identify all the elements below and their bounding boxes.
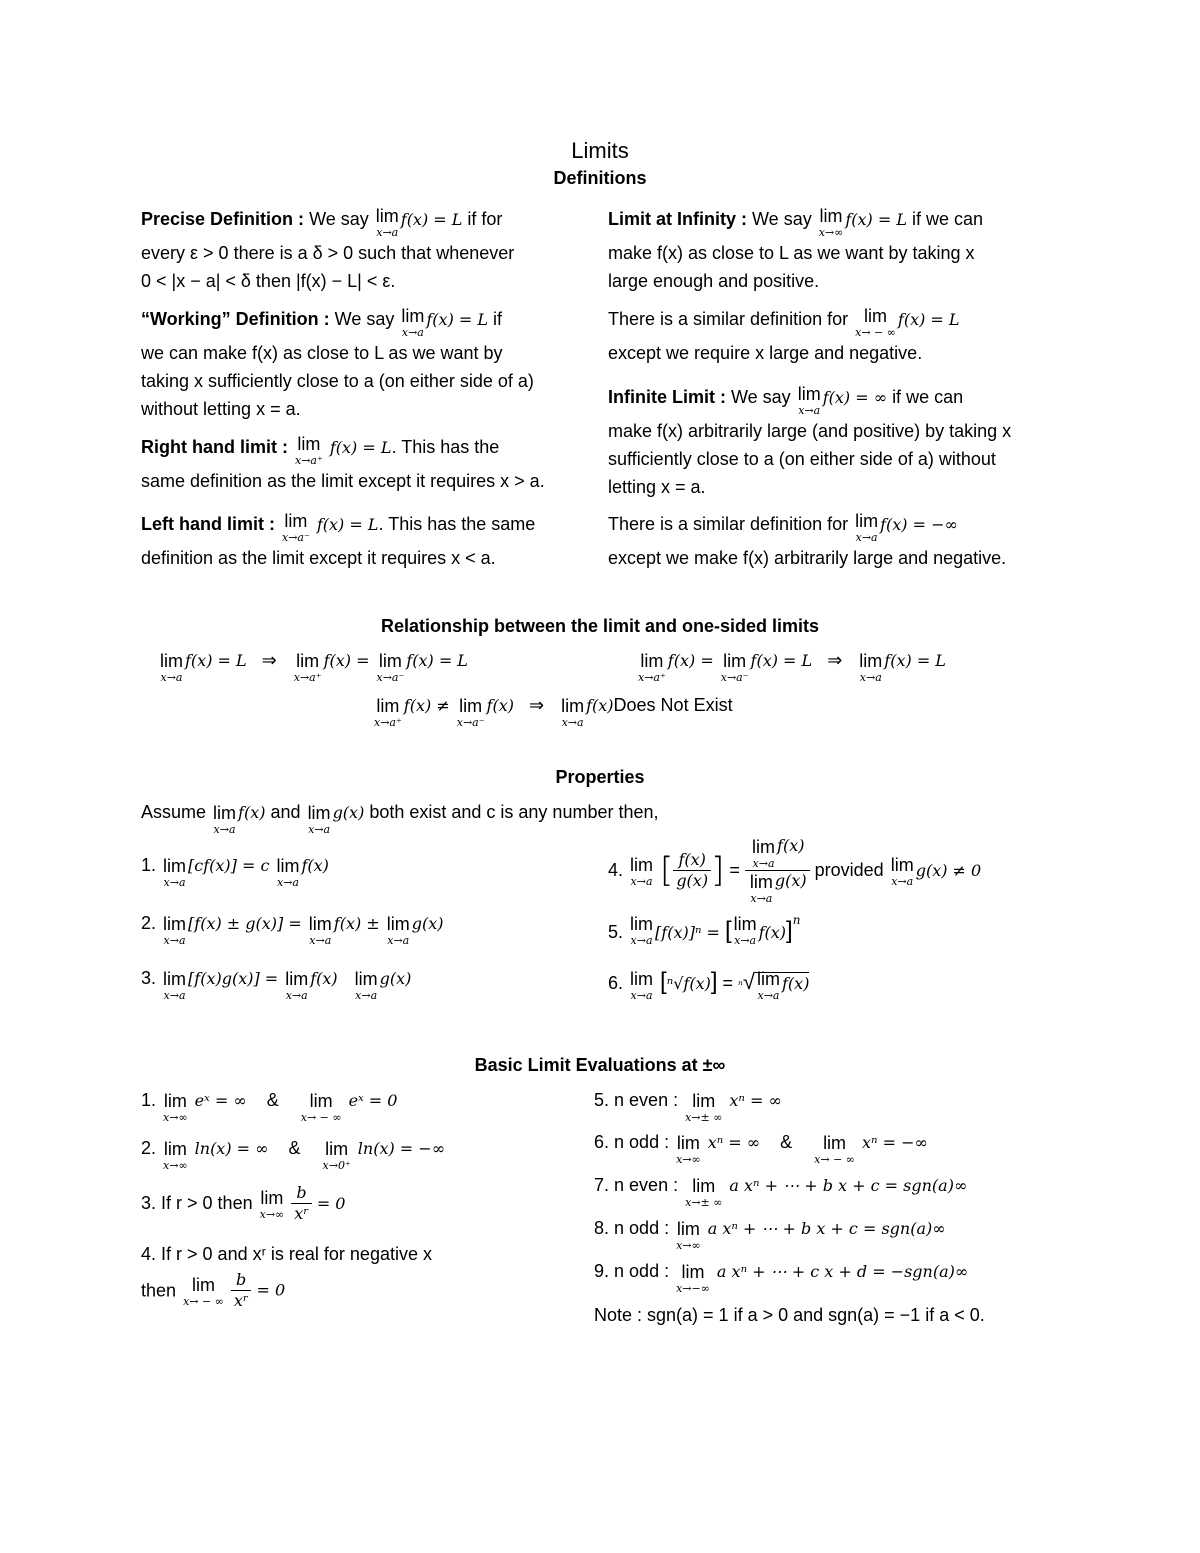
similar-definition-negative-infinity [608,305,960,367]
b2-e2: ln(x) = −∞ [357,1139,446,1158]
p4-rden: g(x) [774,871,807,890]
rel2-e1: f(x) = [667,651,714,670]
rel2-e2: f(x) = L [750,651,813,670]
lim-sub: x→± ∞ [685,1111,723,1124]
similar-definition-negative-infinite [608,510,1006,572]
basic-8 [594,1218,946,1252]
p4-rnum: f(x) [777,836,805,855]
b5-pre: n even : [614,1090,679,1110]
left-expr: f(x) = L. [316,515,384,534]
lim-sub: x→a⁻ [282,531,310,544]
p3-rhs: g(x) [379,969,412,988]
lim-word: lim [191,1274,215,1295]
lim-sub: x→a [752,857,775,870]
lim-word: lim [676,1133,700,1153]
lim-word: lim [797,384,821,404]
item-number: 1. [141,855,157,875]
b3-pre: If r > 0 then [161,1193,253,1213]
b6-pre: n odd : [614,1132,670,1152]
left-hand-limit [141,510,535,572]
ampersand: & [266,1090,279,1110]
rel3-e1: f(x) ≠ [403,696,450,715]
p6-root-index: ⁿ [738,978,743,992]
rel2-e3: f(x) = L [884,651,946,670]
b4-post: = 0 [256,1280,286,1300]
infinity-pre: We say [752,209,812,229]
lim-word: lim [308,914,332,934]
lim-word: lim [630,854,654,875]
lim-word: lim [692,1091,716,1111]
lim-word: lim [284,511,308,531]
assume-e2: g(x) [332,803,365,822]
left-label: Left hand limit : [141,514,275,534]
relationship-row-2 [636,650,946,684]
b3-fden: xʳ [291,1203,312,1224]
lim-sub: x→a [163,934,186,947]
implies-arrow: ⇒ [261,650,277,670]
lim-sub: x→a [308,823,331,836]
working-line3: taking x sufficiently close to a (on either side of a) [141,371,534,391]
lim-sub: x→a [285,989,308,1002]
similar2-pre: There is a similar definition for [608,514,849,534]
left-bracket: [ [660,850,674,891]
lim-sub: x→∞ [163,1111,188,1124]
assume-e1: f(x) [238,803,266,822]
p1-lhs: [cf(x)] = c [188,856,270,875]
lim-sub: x→0⁺ [322,1159,351,1172]
left-line2: definition as the limit except it requires x < a. [141,548,496,568]
lim-word: lim [260,1187,284,1208]
infinity-label: Limit at Infinity : [608,209,747,229]
b7-pre: n even : [614,1175,679,1195]
lim-word: lim [561,696,585,716]
infinity-line2: make f(x) as close to L as we want by taking x [608,243,975,263]
right-label: Right hand limit : [141,437,288,457]
right-line2: same definition as the limit except it requires x > a. [141,471,545,491]
b9-pre: n odd : [614,1261,670,1281]
lim-word: lim [285,969,309,989]
p3-lhs: [f(x)g(x)] = [188,969,279,988]
p5-rhs: f(x) [758,923,787,942]
lim-word: lim [309,1091,333,1111]
lim-sub: x→a⁻ [376,671,405,684]
right-expr: f(x) = L. [329,438,397,457]
item-number: 1. [141,1090,157,1110]
lim-sub: x→a⁺ [638,671,666,684]
lim-sub: x→a [160,671,183,684]
lim-sub: x→a⁻ [720,671,749,684]
precise-label: Precise Definition : [141,209,305,229]
lim-word: lim [890,854,914,875]
lim-sub: x→∞ [818,226,844,239]
lim-word: lim [752,837,776,857]
item-number: 3. [141,1193,157,1213]
lim-sub: x→ − ∞ [183,1294,224,1308]
rel1-e3: f(x) = L [406,651,468,670]
right-bracket: ] [710,968,718,995]
rel3-e2: f(x) [486,696,514,715]
basic-2 [141,1138,445,1172]
lim-word: lim [459,696,483,716]
item-number: 6. [608,973,624,993]
working-label: “Working” Definition : [141,309,330,329]
infinite-line2: make f(x) arbitrarily large (and positive) by taking x [608,421,1012,441]
working-rest: if [493,309,503,329]
lim-sub: x→ − ∞ [814,1153,855,1166]
lim-word: lim [640,651,664,671]
lim-sub: x→a [276,876,299,889]
b3-fnum: b [296,1183,307,1202]
lim-sub: x→a⁻ [456,716,485,729]
implies-arrow: ⇒ [827,650,843,670]
lim-word: lim [386,914,410,934]
right-bracket: ] [786,917,793,944]
left-bracket: [ [724,917,732,944]
lim-sub: x→a [163,876,186,889]
lim-word: lim [733,914,757,934]
lim-sub: x→a [355,989,378,1002]
lim-sub: x→a [891,874,914,888]
basic-7 [594,1175,967,1209]
similar2-expr: f(x) = −∞ [880,515,958,534]
p5-exponent: n [792,913,801,927]
basic-9 [594,1261,968,1295]
lim-word: lim [376,696,400,716]
property-5 [608,913,800,947]
p2-mid: f(x) ± [333,914,380,933]
b5-expr: xⁿ = ∞ [729,1091,782,1110]
property-1 [141,855,329,889]
lim-word: lim [325,1139,349,1159]
infinity-rest: if we can [911,209,984,229]
lim-sub: x→∞ [259,1207,285,1221]
lim-word: lim [859,651,883,671]
right-rest: This has the [401,437,500,457]
b2-e1: ln(x) = ∞ [194,1139,269,1158]
p4-fden: g(x) [673,870,711,891]
item-number: 4. [141,1244,157,1264]
lim-sub: x→a [163,989,186,1002]
lim-sub: x→a [309,934,332,947]
b6-e2: xⁿ = −∞ [861,1133,928,1152]
right-hand-limit [141,433,545,495]
b1-e2: eˣ = 0 [348,1091,398,1110]
lim-sub: x→ − ∞ [300,1111,342,1124]
item-number: 7. [594,1175,610,1195]
lim-word: lim [378,651,402,671]
item-number: 4. [608,860,624,880]
lim-word: lim [213,803,237,823]
lim-sub: x→a⁺ [374,716,402,729]
p4-cond: g(x) ≠ 0 [915,861,982,880]
p6-rhs: f(x) [782,974,810,993]
lim-word: lim [681,1262,705,1282]
lim-word: lim [864,306,887,326]
infinity-line3: large enough and positive. [608,271,820,291]
lim-sub: x→−∞ [676,1282,710,1295]
property-3 [141,968,411,1002]
left-bracket: [ [660,968,667,995]
lim-sub: x→a [630,934,653,947]
assume-rest: both exist and c is any number then, [369,802,659,822]
infinite-pre: We say [731,387,791,407]
basic-4 [141,1240,432,1311]
lim-word: lim [296,651,320,671]
properties-heading: Properties [555,767,645,787]
right-bracket: ] [711,850,725,891]
lim-word: lim [276,856,300,876]
p5-lhs: [f(x)]ⁿ = [655,923,720,942]
rel1-e2: f(x) = [323,651,370,670]
lim-word: lim [823,1133,847,1153]
precise-definition [141,205,514,295]
item-number: 3. [141,968,157,988]
lim-sub: x→a [401,326,424,339]
lim-sub: x→a [630,874,653,888]
b9-expr: a xⁿ + ⋯ + c x + d = −sgn(a)∞ [716,1262,969,1281]
b4-fnum: b [236,1270,247,1289]
lim-word: lim [749,872,773,892]
b6-e1: xⁿ = ∞ [707,1133,761,1152]
b3-post: = 0 [316,1194,346,1213]
relationship-heading: Relationship between the limit and one-sided limits [380,616,820,636]
lim-sub: x→a [855,531,878,544]
b4-fden: xʳ [231,1290,252,1311]
relationship-row-1 [158,650,468,684]
ampersand: & [780,1132,793,1152]
p4-provided: provided [814,860,884,880]
rel3-tail: Does Not Exist [613,695,733,715]
similar1-expr: f(x) = L [897,310,960,329]
item-number: 9. [594,1261,610,1281]
infinity-expr: f(x) = L [845,210,907,229]
precise-expr: f(x) = L [400,210,463,229]
working-definition [141,305,534,423]
infinite-limit [608,383,1011,501]
rel3-e3: f(x) [586,696,614,715]
p4-eq: = [729,860,740,880]
lim-word: lim [297,434,321,454]
lim-sub: x→a⁺ [295,454,323,467]
similar1-line2: except we require x large and negative. [608,343,923,363]
lim-word: lim [163,856,187,876]
lim-sub: x→a [798,404,821,417]
p4-fnum: f(x) [678,850,706,869]
basic-5 [594,1090,782,1124]
limit-at-infinity [608,205,983,295]
property-6 [608,968,809,1002]
page-title: Limits [571,138,629,163]
lim-word: lim [163,914,187,934]
ampersand: & [288,1138,301,1158]
lim-word: lim [163,969,187,989]
precise-line3: 0 < |x − a| < δ then |f(x) − L| < ε. [141,271,396,291]
similar1-pre: There is a similar definition for [608,309,849,329]
b7-expr: a xⁿ + ⋯ + b x + c = sgn(a)∞ [729,1176,968,1195]
lim-sub: x→∞ [163,1159,188,1172]
sgn-note: Note : sgn(a) = 1 if a > 0 and sgn(a) = −1 if a < 0. [594,1305,985,1325]
similar2-line2: except we make f(x) arbitrarily large and negative. [608,548,1007,568]
lim-word: lim [354,969,378,989]
working-line4: without letting x = a. [141,399,301,419]
p3-mid: f(x) [310,969,338,988]
lim-sub: x→a [376,226,399,239]
p6-eq: = [722,973,734,993]
radical-icon: √ [742,969,755,994]
b8-pre: n odd : [614,1218,670,1238]
properties-assumption [141,802,659,836]
lim-word: lim [163,1139,187,1159]
item-number: 2. [141,1138,157,1158]
lim-word: lim [855,511,879,531]
lim-word: lim [630,969,654,989]
basic-heading: Basic Limit Evaluations at ±∞ [474,1055,726,1075]
precise-pre: We say [309,209,369,229]
infinite-line3: sufficiently close to a (on either side of a) without [608,449,996,469]
lim-sub: x→a [213,823,236,836]
infinite-line4: letting x = a. [608,477,706,497]
lim-word: lim [401,306,425,326]
lim-sub: x→∞ [676,1239,701,1252]
precise-line2: every ε > 0 there is a δ > 0 such that whenever [141,243,515,263]
b4-line1: If r > 0 and xʳ is real for negative x [161,1244,432,1264]
working-pre: We say [334,309,395,329]
infinite-expr: f(x) = ∞ [822,388,888,407]
infinite-label: Infinite Limit : [608,387,726,407]
property-4 [608,836,981,905]
b1-e1: eˣ = ∞ [194,1091,247,1110]
working-line2: we can make f(x) as close to L as we want by [141,343,503,363]
lim-word: lim [630,914,654,934]
infinite-rest: if we can [892,387,964,407]
item-number: 5. [608,922,624,942]
item-number: 5. [594,1090,610,1110]
property-2 [141,913,443,947]
lim-sub: x→a [561,716,584,729]
implies-arrow: ⇒ [528,695,545,715]
lim-word: lim [160,651,183,671]
lim-word: lim [819,206,843,226]
lim-sub: x→± ∞ [685,1196,723,1209]
lim-sub: x→a [734,934,757,947]
assume-pre: Assume [141,802,207,822]
lim-word: lim [375,206,399,226]
definitions-heading: Definitions [553,168,647,188]
b4-pre: then [141,1280,177,1301]
lim-sub: x→a [750,892,773,905]
precise-rest: if for [467,209,503,229]
left-rest: This has the same [388,514,536,534]
p2-lhs: [f(x) ± g(x)] = [188,914,302,933]
item-number: 2. [141,913,157,933]
lim-word: lim [757,969,780,989]
lim-word: lim [692,1176,716,1196]
lim-sub: x→∞ [676,1153,701,1166]
item-number: 6. [594,1132,610,1152]
b8-expr: a xⁿ + ⋯ + b x + c = sgn(a)∞ [707,1219,946,1238]
rel1-e1: f(x) = L [185,651,247,670]
basic-3 [141,1183,345,1224]
relationship-row-3 [372,695,733,729]
lim-sub: x→a [630,989,653,1002]
lim-sub: x→a [757,989,780,1002]
p1-rhs: f(x) [301,856,329,875]
lim-word: lim [307,803,331,823]
item-number: 8. [594,1218,610,1238]
assume-and: and [270,802,301,822]
basic-6 [594,1132,928,1166]
lim-sub: x→ − ∞ [855,326,896,339]
lim-sub: x→a⁺ [293,671,322,684]
lim-word: lim [676,1219,700,1239]
p2-rhs: g(x) [411,914,444,933]
working-expr: f(x) = L [426,310,489,329]
lim-sub: x→a [387,934,410,947]
lim-word: lim [163,1091,187,1111]
lim-word: lim [723,651,747,671]
p6-lhs: ⁿ√f(x) [666,974,711,993]
basic-1 [141,1090,397,1124]
lim-sub: x→a [859,671,882,684]
